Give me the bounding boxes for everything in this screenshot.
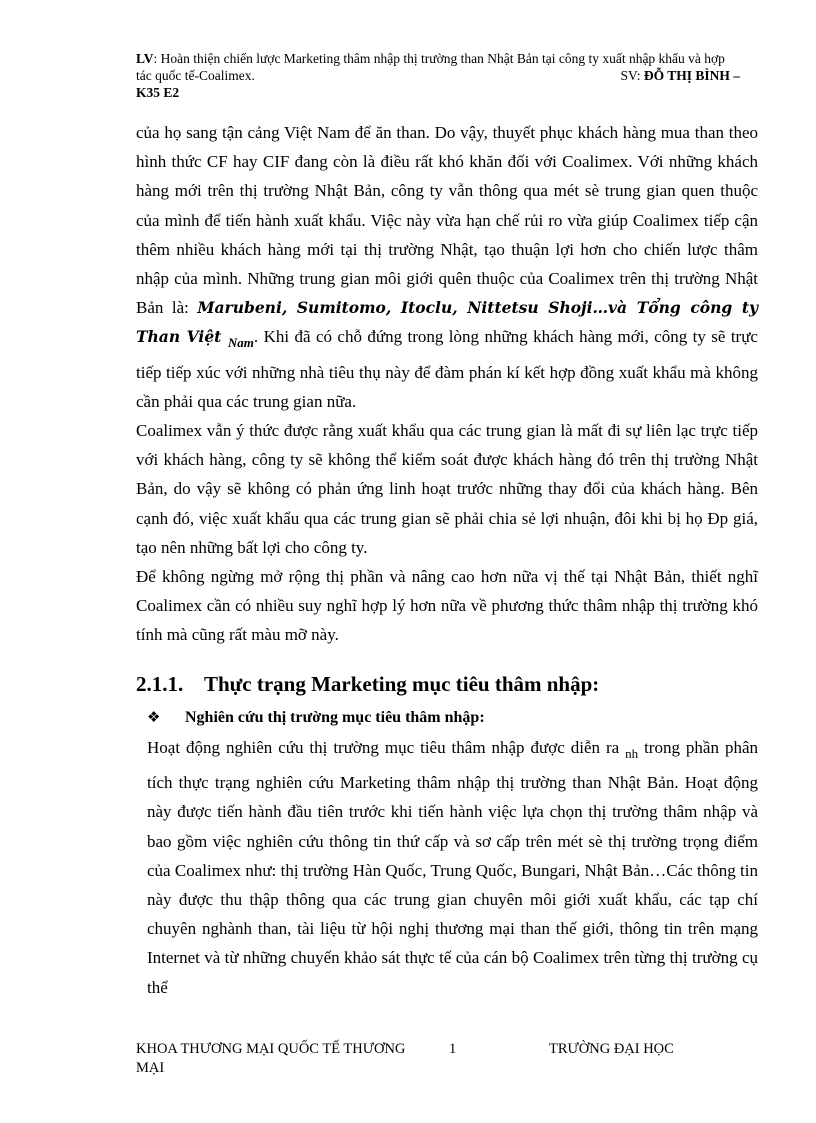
page-number: 1 [449, 1041, 457, 1057]
header-class-code: K35 E2 [136, 85, 180, 100]
footer-university: TRƯỜNG ĐẠI HỌC [549, 1041, 674, 1057]
bullet-heading [147, 708, 485, 727]
intermediary-names-sub: Nam [227, 335, 254, 351]
header-student-info [620, 67, 740, 84]
header-student-name: ĐỖ THỊ BÌNH – [643, 68, 740, 83]
paragraph-intermediaries [136, 118, 758, 416]
header-thesis-title: : Hoàn thiện chiến lược Marketing thâm nhập thị trường than Nhật Bản tại công ty xuất nhập khẩu và hợp tác quốc tế-Coalimex. [136, 51, 725, 83]
paragraph-awareness: Coalimex vẫn ý thức được rằng xuất khẩu qua các trung gian là mất đi sự liên lạc trực tiếp với khách hàng, công ty sẽ không thể kiểm soát được khách hàng đó trên thị trường Nhật Bản, do vậy sẽ không có phản ứng linh hoạt trước những thay đổi của khách hàng. Bên cạnh đó, việc xuất khẩu qua các trung gian sẽ phải chia sẻ lợi nhuận, đôi khi bị họ Đp giá, tạo nên những bất lợi cho công ty. [136, 421, 758, 557]
header-lv-label: LV [136, 51, 154, 66]
paragraph-research-nh: nh [625, 746, 639, 761]
paragraph-research-text-a: Hoạt động nghiên cứu thị trường mục tiêu thâm nhập được diễn ra [147, 738, 626, 757]
body-text-upper [136, 118, 758, 650]
intermediary-names: Marubeni, Sumitomo, Itoclu, Nittetsu Shoji…và Tổng công ty Than Việt [136, 298, 758, 347]
paragraph-intermediaries-text-a: của họ sang tận cảng Việt Nam để ăn than. Do vậy, thuyết phục khách hàng mua than theo hình thức CF hay CIF đang còn là điều rất khó khăn đối với Coalimex. Với những khách hàng mới trên thị trường Nhật Bản, công ty vẫn thông qua mét sè trung gian quen thuộc của mình để tiến hành xuất khẩu. Việc này vừa hạn chế rủi ro vừa giúp Coalimex tiếp cận thêm nhiều khách hàng mới tại thị trường Nhật, tạo thuận lợi hơn cho chiến lược thâm nhập của mình. Những trung gian môi giới quên thuộc của Coalimex trên thị trường Nhật Bản là: [136, 123, 758, 318]
paragraph-research [147, 733, 758, 1002]
section-heading [136, 672, 776, 697]
header-sv-label: SV: [620, 68, 644, 83]
paragraph-research-text-b: trong phần phân tích thực trạng nghiên cứu Marketing thâm nhập thị trường than Nhật Bản. Hoạt động này được tiến hành đầu tiên trước khi tiến hành việc lựa chọn thị trường thâm nhập và bao gồm việc nghiên cứu thông tin thứ cấp và sơ cấp trên mét sè thị trường trọng điểm của Coalimex như: thị trường Hàn Quốc, Trung Quốc, Bungari, Nhật Bản…Các thông tin này được thu thập thông qua các trung gian chuyên môi giới xuất khẩu, các tạp chí chuyên nghành than, tài liệu từ hội nghị thương mại than thế giới, thông tin trên mạng Internet và từ những chuyến khảo sát thực tế của cán bộ Coalimex trên từng thị trường cụ thể [147, 738, 758, 997]
section-title: Thực trạng Marketing mục tiêu thâm nhập: [204, 672, 600, 696]
diamond-bullet-icon: ❖ [147, 708, 161, 726]
paragraph-intermediaries-text-b: . Khi đã có chỗ đứng trong lòng những khách hàng mới, công ty sẽ trực tiếp tiếp xúc với những nhà tiêu thụ này để đàm phán kí kết hợp đồng xuất khẩu mà không cần phải qua các trung gian nữa. [136, 327, 758, 411]
bullet-heading-text: Nghiên cứu thị trường mục tiêu thâm nhập: [185, 709, 485, 726]
body-text-lower [147, 733, 758, 1002]
footer-faculty: KHOA THƯƠNG MẠI QUỐC TẾ THƯƠNG MẠI [136, 1041, 406, 1076]
paragraph-expansion: Để không ngừng mở rộng thị phần và nâng cao hơn nữa vị thế tại Nhật Bản, thiết nghĩ Coalimex cần có nhiều suy nghĩ hợp lý hơn nữa về phương thức thâm nhập thị trường khó tính mà cũng rất màu mỡ này. [136, 567, 758, 645]
section-number: 2.1.1. [136, 672, 184, 696]
page-header [136, 50, 740, 101]
